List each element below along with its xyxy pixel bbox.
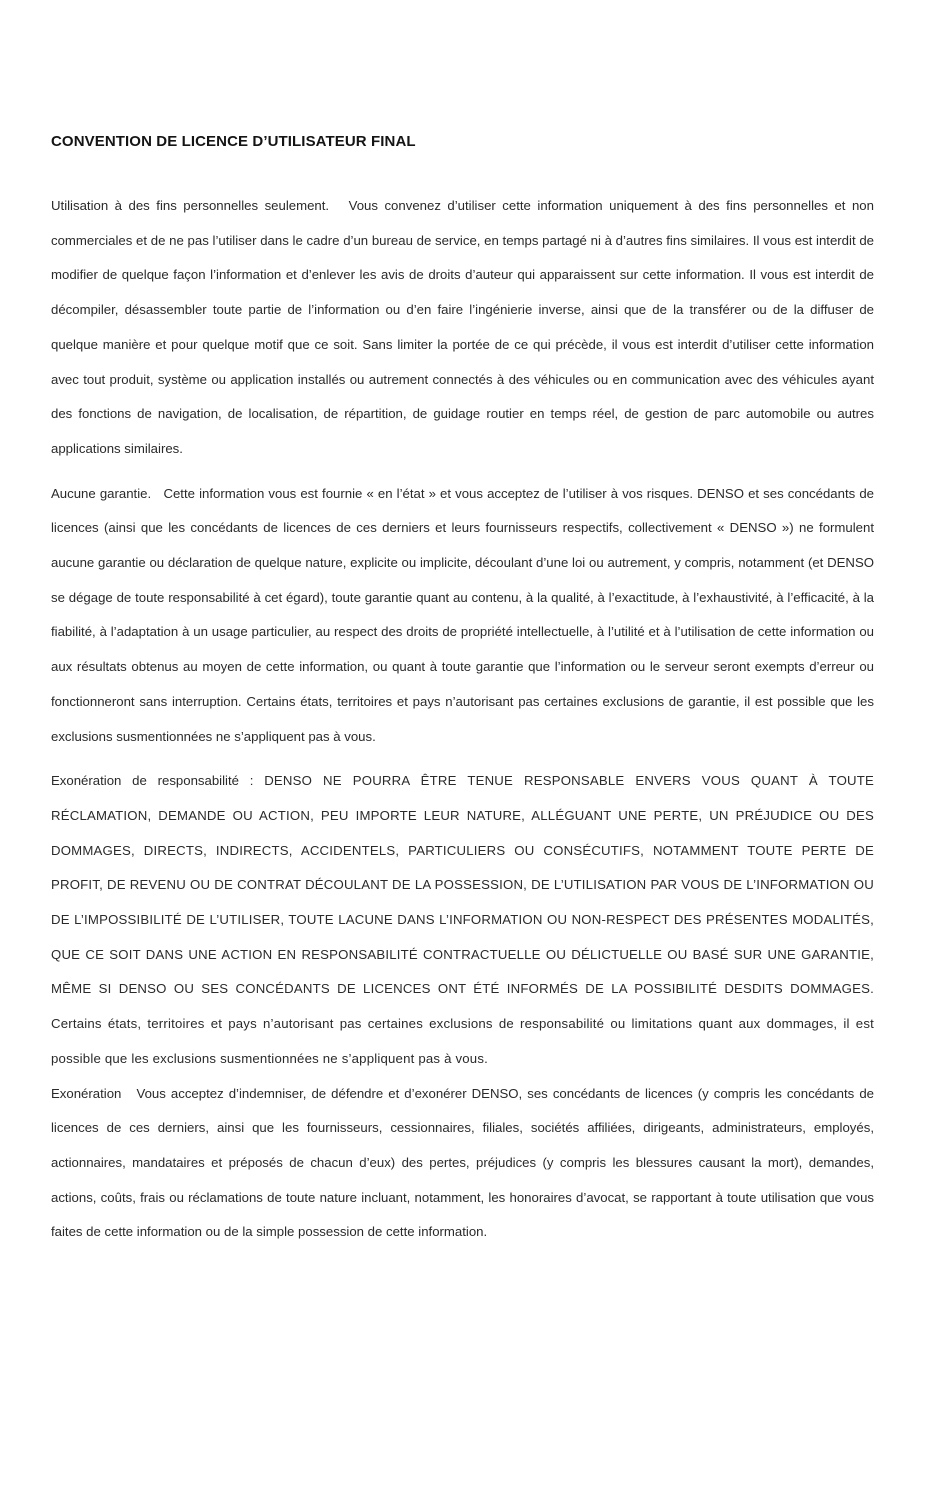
section-body: Vous convenez d’utiliser cette information uniquement à des fins personnelles et non commerciales et de ne pas l’utiliser dans le cadre d’un bureau de service, en temps partagé ni à d’autres fins similaires. Il vous est interdit de modifier de quelque façon l’information et d’enlever les avis de droits d’auteur qui apparaissent sur cette information. Il vous est interdit de décompiler, désassembler toute partie de l’information ou d’en faire l’ingénierie inverse, ainsi que de la transférer ou de la diffuser de quelque manière et pour quelque motif que ce soit. Sans limiter la portée de ce qui précède, il vous est interdit d’utiliser cette information avec tout produit, système ou application installés ou autrement connectés à des véhicules ou en communication avec des véhicules ayant des fonctions de navigation, de localisation, de répartition, de guidage routier en temps réel, de gestion de parc automobile ou autres applications similaires.	[51, 198, 874, 456]
section-liability-disclaimer	[51, 764, 874, 1076]
section-body: Vous acceptez d’indemniser, de défendre et d’exonérer DENSO, ses concédants de licences (y compris les concédants de licences de ces derniers, ainsi que les fournisseurs, cessionnaires, filiales, sociétés affiliées, dirigeants, administrateurs, employés, actionnaires, mandataires et préposés de chacun d’eux) des pertes, préjudices (y compris les blessures causant la mort), demandes, actions, coûts, frais ou réclamations de toute nature incluant, notamment, les honoraires d’avocat, se rapportant à toute utilisation que vous faites de cette information ou de la simple possession de cette information.	[51, 1085, 874, 1240]
section-no-warranty	[51, 477, 874, 755]
section-body: Cette information vous est fournie « en l’état » et vous acceptez de l’utiliser à vos risques. DENSO et ses concédants de licences (ainsi que les concédants de licences de ces derniers et leurs fournisseurs respectifs, collectivement « DENSO ») ne formulent aucune garantie ou déclaration de quelque nature, explicite ou implicite, découlant d’une loi ou autrement, y compris, notamment (et DENSO se dégage de toute responsabilité à cet égard), toute garantie quant au contenu, à la qualité, à l’exactitude, à l’exhaustivité, à l’efficacité, à la fiabilité, à l’adaptation à un usage particulier, au respect des droits de propriété intellectuelle, à l’utilité et à l’utilisation de cette information ou aux résultats obtenus au moyen de cette information, ou quant à toute garantie que l’information ou le serveur seront exempts d’erreur ou fonctionneront sans interruption. Certains états, territoires et pays n’autorisant pas certaines exclusions de garantie, il est possible que les exclusions susmentionnées ne s’appliquent pas à vous.	[51, 485, 874, 744]
section-personal-use	[51, 189, 874, 467]
section-lead: Exonération	[51, 1085, 122, 1101]
section-lead: Aucune garantie.	[51, 485, 152, 501]
section-indemnity	[51, 1077, 874, 1251]
section-body: DENSO NE POURRA ÊTRE TENUE RESPONSABLE ENVERS VOUS QUANT À TOUTE RÉCLAMATION, DEMANDE OU ACTION, PEU IMPORTE LEUR NATURE, ALLÉGUANT UNE PERTE, UN PRÉJUDICE OU DES DOMMAGES, DIRECTS, INDIRECTS, ACCIDENTELS, PARTICULIERS OU CONSÉCUTIFS, NOTAMMENT TOUTE PERTE DE PROFIT, DE REVENU OU DE CONTRAT DÉCOULANT DE LA POSSESSION, DE L’UTILISATION PAR VOUS DE L’INFORMATION OU DE L’IMPOSSIBILITÉ DE L’UTILISER, TOUTE LACUNE DANS L’INFORMATION OU NON-RESPECT DES PRÉSENTES MODALITÉS, QUE CE SOIT DANS UNE ACTION EN RESPONSABILITÉ CONTRACTUELLE OU DÉLICTUELLE OU BASÉ SUR UNE GARANTIE, MÊME SI DENSO OU SES CONCÉDANTS DE LICENCES ONT ÉTÉ INFORMÉS DE LA POSSIBILITÉ DESDITS DOMMAGES. Certains états, territoires et pays n’autorisant pas certaines exclusions de responsabilité ou limitations quant aux dommages, il est possible que les exclusions susmentionnées ne s’appliquent pas à vous.	[51, 773, 874, 1066]
document-title: CONVENTION DE LICENCE D’UTILISATEUR FINAL	[51, 133, 416, 150]
section-lead: Utilisation à des fins personnelles seulement.	[51, 198, 330, 213]
document-page	[51, 128, 874, 1250]
section-lead: Exonération de responsabilité :	[51, 773, 254, 789]
